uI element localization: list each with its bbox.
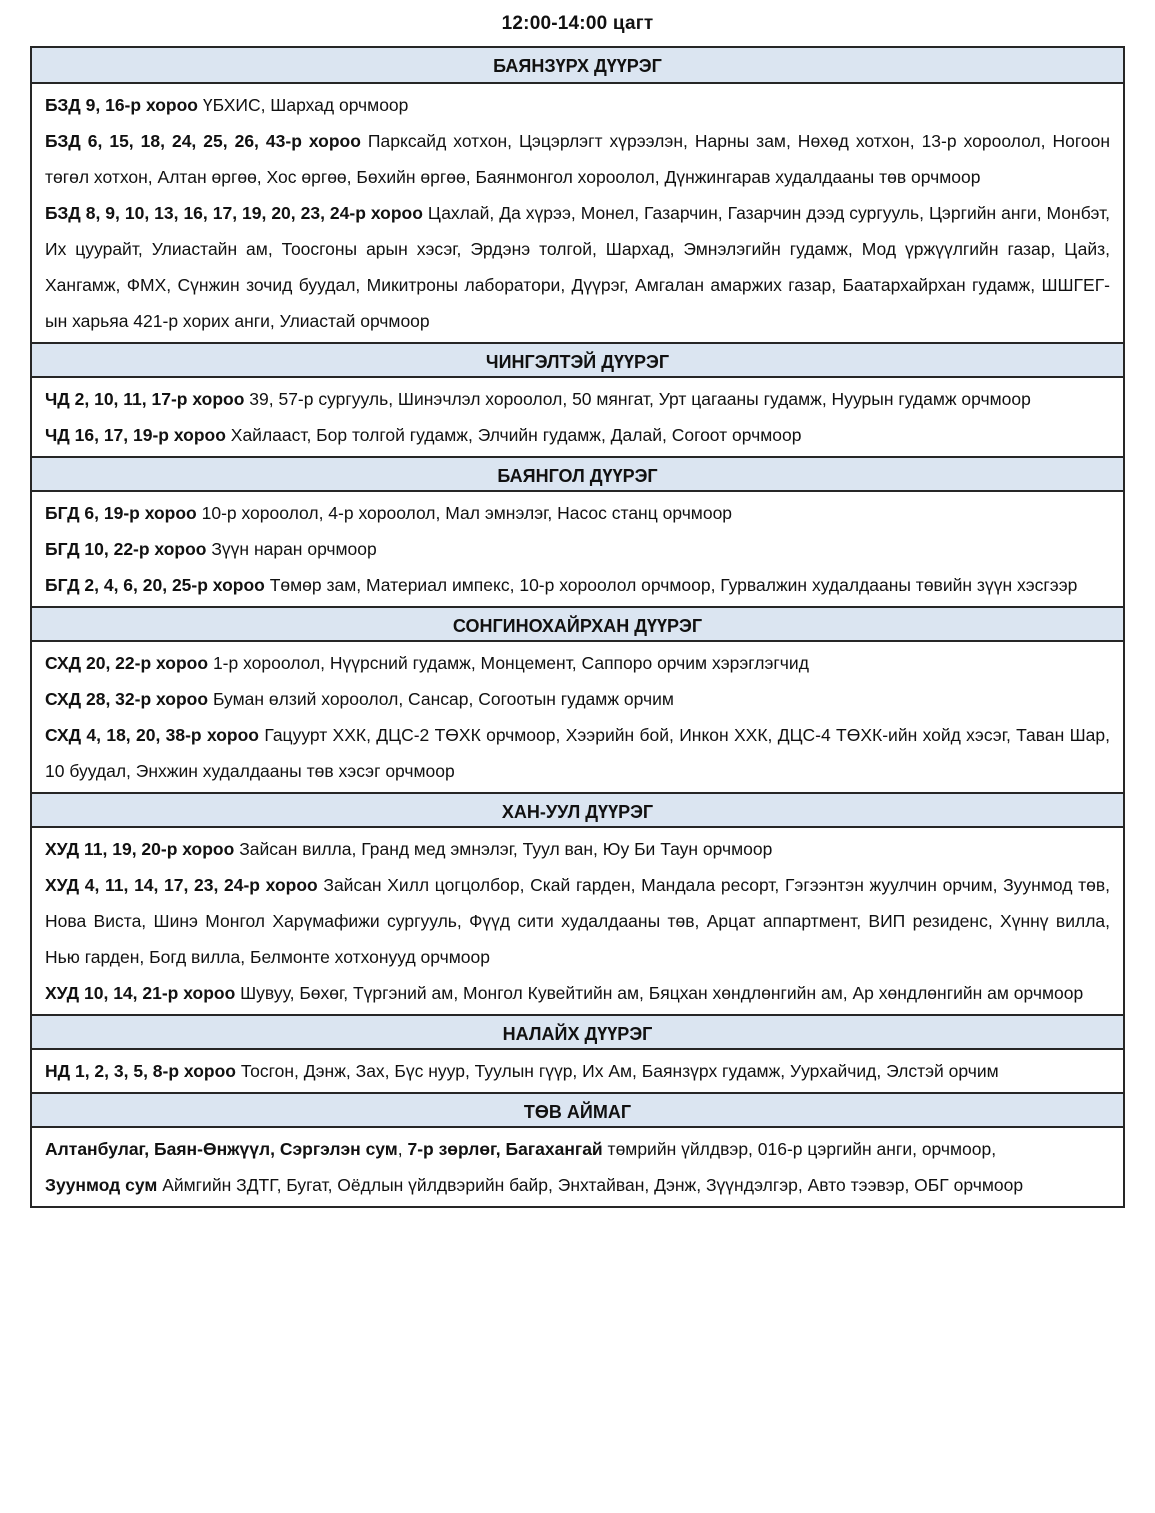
table-row — [45, 1131, 1110, 1167]
row-area-text: Шувуу, Бөхөг, Түргэний ам, Монгол Кувейтийн ам, Бяцхан хөндлөнгийн ам, Ар хөндлөнгийн ам орчмоор — [235, 983, 1084, 1003]
section-body — [32, 1128, 1123, 1206]
section-body — [32, 84, 1123, 342]
row-area-text: , — [397, 1139, 408, 1159]
row-area-text: Парксайд хотхон, Цэцэрлэгт хүрээлэн, Нарны зам, Нөхөд хотхон, 13-р хороолол, Ногоон төгөл хотхон, Алтан өргөө, Хос өргөө, Бөхийн өргөө, Баянмонгол хороолол, Дүнжингарав худалдааны төв орчмоор — [45, 131, 1110, 187]
page-title: 12:00-14:00 цагт — [501, 13, 654, 34]
row-area-prefix: ЧД 2, 10, 11, 17-р хороо — [45, 389, 245, 409]
row-area-text: ҮБХИС, Шархад орчмоор — [198, 95, 409, 115]
table-row — [45, 195, 1110, 339]
row-area-prefix: Алтанбулаг, Баян-Өнжүүл, Сэргэлэн сум — [45, 1139, 398, 1159]
section-header: НАЛАЙХ ДҮҮРЭГ — [32, 1014, 1123, 1050]
table-row — [45, 975, 1110, 1011]
row-area-text: 10-р хороолол, 4-р хороолол, Мал эмнэлэг, Насос станц орчмоор — [196, 503, 733, 523]
table-row — [45, 681, 1110, 717]
section-header: БАЯНЗҮРХ ДҮҮРЭГ — [32, 48, 1123, 84]
table-row — [45, 717, 1110, 789]
row-area-prefix: СХД 20, 22-р хороо — [45, 653, 209, 673]
row-area-text: Зайсан вилла, Гранд мед эмнэлэг, Туул ван, Юу Би Таун орчмоор — [234, 839, 773, 859]
section-body — [32, 828, 1123, 1014]
section-header: ТӨВ АЙМАГ — [32, 1092, 1123, 1128]
section-body — [32, 492, 1123, 606]
row-area-prefix: БЗД 6, 15, 18, 24, 25, 26, 43-р хороо — [45, 131, 361, 151]
table-row — [45, 417, 1110, 453]
table-row — [45, 867, 1110, 975]
row-area-text: Цахлай, Да хүрээ, Монел, Газарчин, Газарчин дээд сургууль, Цэргийн анги, Монбэт, Их цуурайт, Улиастайн ам, Тоосгоны арын хэсэг, Эрдэнэ толгой, Шархад, Эмнэлэгийн гудамж, Мод үржүүлгийн газар, Цайз, Хангамж, ФМХ, Сүнжин зочид буудал, Микитроны лаборатори, Дүүрэг, Амгалан амаржих газар, Баатархайрхан гудамж, ШШГЕГ-ын харьяа 421-р хорих анги, Улиастай орчмоор — [45, 203, 1111, 331]
section-header: ЧИНГЭЛТЭЙ ДҮҮРЭГ — [32, 342, 1123, 378]
table-row — [45, 495, 1110, 531]
row-area-prefix: БГД 6, 19-р хороо — [45, 503, 197, 523]
schedule-table — [30, 46, 1125, 1208]
row-area-text: Аймгийн ЗДТГ, Бугат, Оёдлын үйлдвэрийн байр, Энхтайван, Дэнж, Зүүндэлгэр, Авто тээвэр, ОБГ орчмоор — [157, 1175, 1024, 1195]
row-area-prefix: ХУД 10, 14, 21-р хороо — [45, 983, 236, 1003]
section-header: СОНГИНОХАЙРХАН ДҮҮРЭГ — [32, 606, 1123, 642]
row-area-prefix: БЗД 9, 16-р хороо — [45, 95, 198, 115]
row-area-text: Тосгон, Дэнж, Зах, Бүс нуур, Туулын гүүр, Их Ам, Баянзүрх гудамж, Уурхайчид, Элстэй орчим — [235, 1061, 999, 1081]
table-row — [45, 567, 1110, 603]
row-area-text: Зайсан Хилл цогцолбор, Скай гарден, Мандала ресорт, Гэгээнтэн жуулчин орчим, Зуунмод төв, Нова Виста, Шинэ Монгол Харүмафижи сургууль, Фүүд сити худалдааны төв, Арцат аппартмент, ВИП резиденс, Хүннү вилла, Нью гарден, Богд вилла, Белмонте хотхонууд орчмоор — [45, 875, 1111, 967]
row-area-text: Төмөр зам, Материал импекс, 10-р хороолол орчмоор, Гурвалжин худалдааны төвийн зүүн хэсгээр — [264, 575, 1078, 595]
table-row — [45, 123, 1110, 195]
section-body — [32, 1050, 1123, 1092]
table-row — [45, 645, 1110, 681]
row-area-prefix: СХД 28, 32-р хороо — [45, 689, 209, 709]
table-row — [45, 1167, 1110, 1203]
row-area-prefix: ХУД 11, 19, 20-р хороо — [45, 839, 235, 859]
row-area-prefix: Зуунмод сум — [45, 1175, 158, 1195]
row-area-text: Хайлааст, Бор толгой гудамж, Элчийн гудамж, Далай, Согоот орчмоор — [225, 425, 802, 445]
row-area-text: 39, 57-р сургууль, Шинэчлэл хороолол, 50 мянгат, Урт цагааны гудамж, Нуурын гудамж орчмоор — [244, 389, 1031, 409]
row-area-prefix: ХУД 4, 11, 14, 17, 23, 24-р хороо — [45, 875, 318, 895]
row-area-prefix: 7-р зөрлөг, Багахангай — [407, 1139, 603, 1159]
row-area-prefix: СХД 4, 18, 20, 38-р хороо — [45, 725, 259, 745]
row-area-prefix: БЗД 8, 9, 10, 13, 16, 17, 19, 20, 23, 24-р хороо — [45, 203, 423, 223]
section-body — [32, 642, 1123, 792]
table-row — [45, 531, 1110, 567]
row-area-text: төмрийн үйлдвэр, 016-р цэргийн анги, орчмоор, — [602, 1139, 997, 1159]
table-row — [45, 87, 1110, 123]
row-area-prefix: БГД 2, 4, 6, 20, 25-р хороо — [45, 575, 265, 595]
row-area-prefix: ЧД 16, 17, 19-р хороо — [45, 425, 226, 445]
row-area-text: Гацуурт ХХК, ДЦС-2 ТӨХК орчмоор, Хээрийн бой, Инкон ХХК, ДЦС-4 ТӨХК-ийн хойд хэсэг, Таван Шар, 10 буудал, Энхжин худалдааны төв хэсэг орчмоор — [45, 725, 1110, 781]
row-area-text: 1-р хороолол, Нүүрсний гудамж, Монцемент, Саппоро орчим хэрэглэгчид — [208, 653, 809, 673]
table-row — [45, 381, 1110, 417]
document-page — [0, 13, 1155, 1208]
section-body — [32, 378, 1123, 456]
table-row — [45, 831, 1110, 867]
row-area-text: Зүүн наран орчмоор — [206, 539, 377, 559]
row-area-text: Буман өлзий хороолол, Сансар, Согоотын гудамж орчим — [208, 689, 674, 709]
row-area-prefix: НД 1, 2, 3, 5, 8-р хороо — [45, 1061, 236, 1081]
section-header: ХАН-УУЛ ДҮҮРЭГ — [32, 792, 1123, 828]
table-row — [45, 1053, 1110, 1089]
section-header: БАЯНГОЛ ДҮҮРЭГ — [32, 456, 1123, 492]
row-area-prefix: БГД 10, 22-р хороо — [45, 539, 207, 559]
